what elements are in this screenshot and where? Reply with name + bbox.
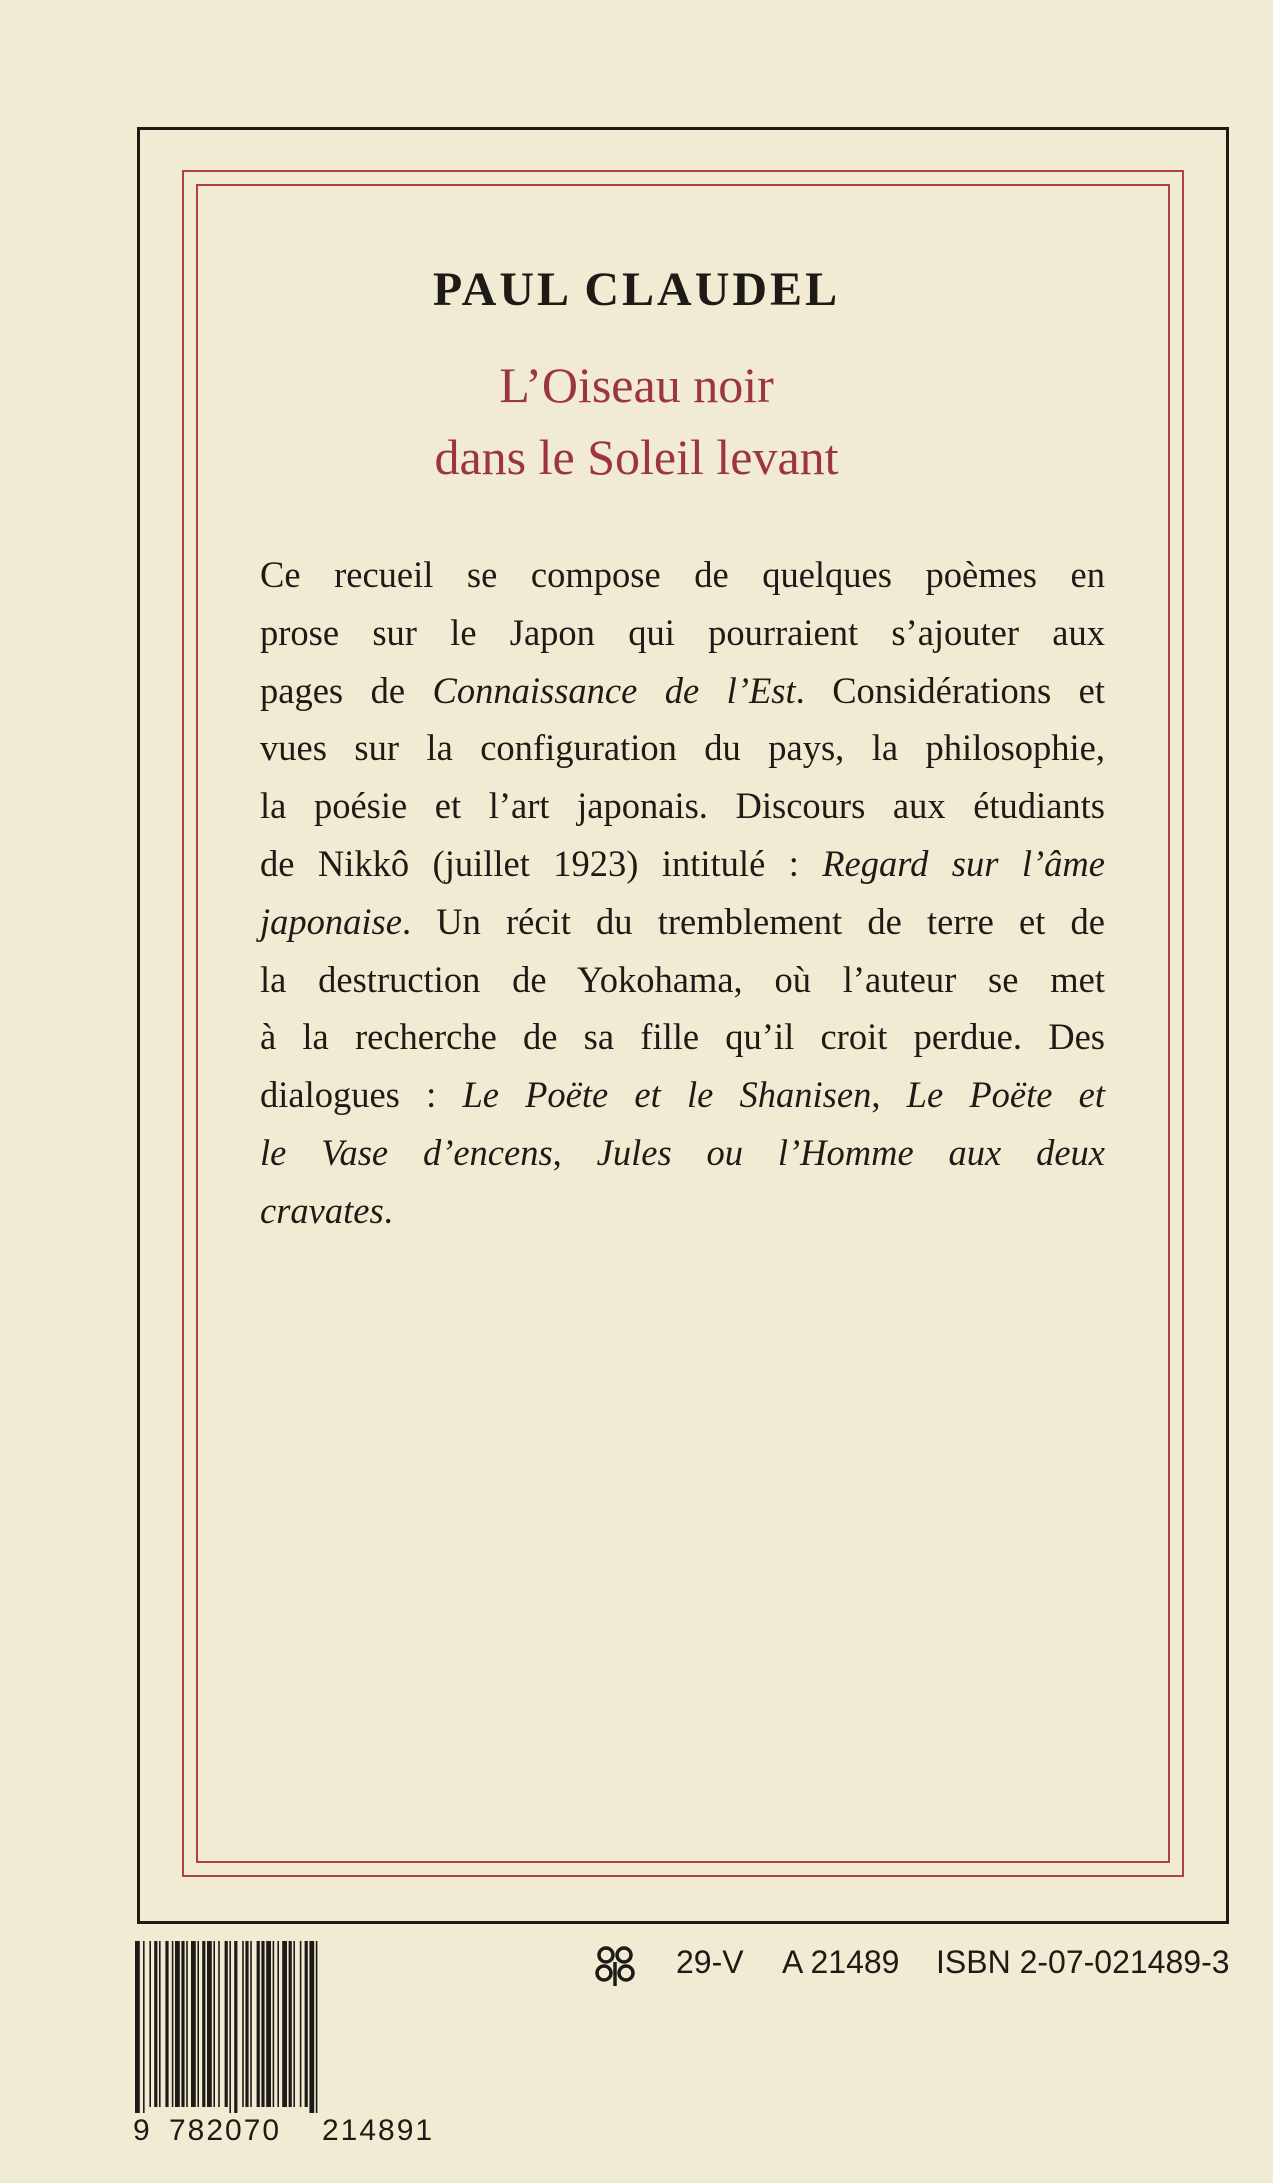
barcode-bar xyxy=(225,1941,228,2107)
price-code: 29-V xyxy=(676,1944,744,1980)
barcode-bar xyxy=(218,1941,220,2107)
blurb-line xyxy=(260,951,1105,1009)
text-run: à la recherche de sa fille qu’il croit perdue. Des xyxy=(260,1016,1105,1058)
text-run: . Un récit du tremblement de terre et de xyxy=(401,900,1105,942)
barcode-bar xyxy=(154,1941,157,2107)
barcode-bar xyxy=(213,1941,215,2107)
text-run: . xyxy=(383,1189,393,1231)
barcode-bar xyxy=(234,1941,237,2113)
barcode-bar xyxy=(266,1941,271,2107)
text-run: , xyxy=(552,1131,597,1173)
barcode-right-digits: 214891 xyxy=(322,2114,435,2147)
barcode-bar xyxy=(257,1941,260,2107)
blurb-line xyxy=(260,1008,1105,1066)
barcode-bar xyxy=(186,1941,188,2107)
barcode-bar xyxy=(191,1941,196,2107)
gallimard-logo-icon xyxy=(592,1944,638,1988)
barcode-bar xyxy=(135,1941,140,2113)
barcode-bar xyxy=(159,1941,161,2107)
barcode-left-digits: 782070 xyxy=(169,2114,282,2147)
barcode-bar xyxy=(305,1941,308,2107)
blurb-line xyxy=(260,777,1105,835)
book-title-line-1: L’Oiseau noir xyxy=(499,357,774,413)
text-run: pages de xyxy=(260,669,433,711)
barcode-bar xyxy=(316,1941,318,2113)
author-name: PAUL CLAUDEL xyxy=(432,263,841,316)
blurb-line xyxy=(260,1124,1105,1182)
barcode-bar xyxy=(207,1941,212,2107)
barcode-bar xyxy=(250,1941,252,2107)
italic-title-run: Le Poëte et le Shanisen xyxy=(462,1074,872,1116)
blurb-line xyxy=(260,1182,1105,1240)
barcode xyxy=(133,1941,475,2113)
text-run: . Considérations et xyxy=(795,669,1106,711)
text-run: la poésie et l’art japonais. Discours aux étudiants xyxy=(260,785,1105,827)
blurb-line xyxy=(260,719,1105,777)
catalog-number: A 21489 xyxy=(782,1944,900,1980)
barcode-bar xyxy=(229,1941,231,2113)
barcode-bar xyxy=(261,1941,264,2107)
barcode-bar xyxy=(165,1941,168,2107)
barcode-bar xyxy=(149,1941,151,2107)
text-run: la destruction de Yokohama, où l’auteur se met xyxy=(260,958,1105,1000)
barcode-first-digit: 9 xyxy=(133,2114,152,2147)
barcode-bar xyxy=(242,1941,244,2107)
text-run: Ce recueil se compose de quelques poèmes en xyxy=(260,554,1105,595)
barcode-bar xyxy=(300,1941,302,2107)
barcode-bar xyxy=(245,1941,248,2107)
barcode-bar xyxy=(202,1941,205,2107)
italic-title-run: le Vase d’encens xyxy=(260,1131,553,1173)
italic-title-run: Le Poëte et xyxy=(906,1074,1105,1116)
text-run: dialogues : xyxy=(260,1074,463,1116)
italic-title-run: Regard sur l’âme xyxy=(822,842,1105,884)
barcode-bar xyxy=(282,1941,287,2107)
barcode-bar xyxy=(289,1941,292,2107)
barcode-bar xyxy=(309,1941,314,2113)
blurb-line xyxy=(260,604,1105,662)
barcode-bar xyxy=(197,1941,199,2107)
text-run: vues sur la configuration du pays, la philosophie, xyxy=(260,727,1105,769)
text-run: , xyxy=(871,1074,907,1116)
book-title-line-2: dans le Soleil levant xyxy=(434,429,839,485)
italic-title-run: japonaise xyxy=(260,900,402,942)
barcode-bar xyxy=(273,1941,275,2107)
italic-title-run: cravates xyxy=(260,1189,384,1231)
italic-title-run: Jules ou l’Homme aux deux xyxy=(596,1131,1105,1173)
italic-title-run: Connaissance de l’Est xyxy=(432,669,796,711)
blurb-line xyxy=(260,835,1105,893)
text-run: de Nikkô (juillet 1923) intitulé : xyxy=(260,842,823,884)
blurb-line xyxy=(260,893,1105,951)
blurb-text xyxy=(260,546,1105,1240)
text-run: prose sur le Japon qui pourraient s’ajouter aux xyxy=(260,611,1105,653)
barcode-bar xyxy=(175,1941,180,2107)
barcode-bar xyxy=(293,1941,295,2107)
blurb-line xyxy=(260,662,1105,720)
blurb-line xyxy=(260,1066,1105,1124)
isbn: ISBN 2-07-021489-3 xyxy=(936,1944,1230,1980)
blurb-line xyxy=(260,546,1105,604)
barcode-bar xyxy=(181,1941,184,2107)
barcode-bar xyxy=(277,1941,279,2107)
barcode-bar xyxy=(172,1941,174,2107)
barcode-bar xyxy=(143,1941,145,2113)
